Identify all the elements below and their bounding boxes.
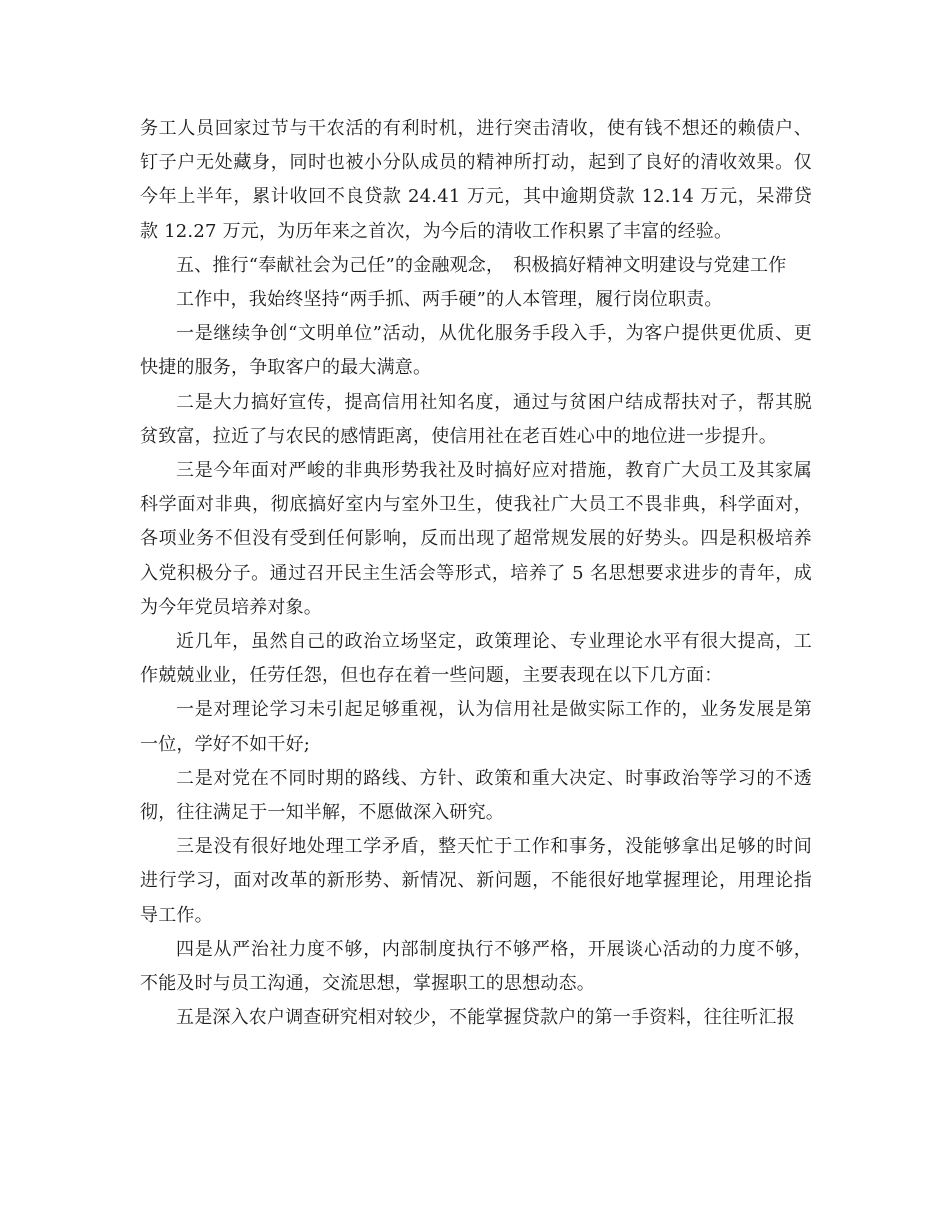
body-paragraph: 一是继续争创“文明单位”活动，从优化服务手段入手，为客户提供更优质、更快捷的服务，争取客户的最大满意。 bbox=[140, 323, 812, 379]
section-heading: 五、推行“奉献社会为己任”的金融观念， 积极搞好精神文明建设与党建工作 bbox=[176, 254, 787, 276]
body-paragraph: 五是深入农户调查研究相对较少，不能掌握贷款户的第一手资料，往往听汇报 bbox=[176, 1007, 795, 1029]
body-paragraph: 工作中，我始终坚持“两手抓、两手硬”的人本管理，履行岗位职责。 bbox=[176, 289, 723, 311]
body-paragraph: 务工人员回家过节与干农活的有利时机，进行突击清收，使有钱不想还的赖债户、钉子户无处藏身，同时也被小分队成员的精神所打动，起到了良好的清收效果。仅今年上半年，累计收回不良贷款 24.41 万元，其中逾期贷款 12.14 万元，呆滞贷款 12.27 万元，为历年来之首次，为今后的清收工作积累了丰富的经验。 bbox=[140, 118, 812, 242]
body-paragraph: 三是没有很好地处理工学矛盾，整天忙于工作和事务，没能够拿出足够的时间进行学习，面对改革的新形势、新情况、新问题，不能很好地掌握理论，用理论指导工作。 bbox=[140, 836, 812, 926]
body-paragraph: 近几年，虽然自己的政治立场坚定，政策理论、专业理论水平有很大提高，工作兢兢业业，任劳任怨，但也存在着一些问题，主要表现在以下几方面： bbox=[140, 631, 812, 687]
document-page bbox=[140, 112, 812, 1035]
body-paragraph: 三是今年面对严峻的非典形势我社及时搞好应对措施，教育广大员工及其家属科学面对非典，彻底搞好室内与室外卫生，使我社广大员工不畏非典，科学面对，各项业务不但没有受到任何影响，反而出现了超常规发展的好势头。四是积极培养入党积极分子。通过召开民主生活会等形式，培养了 5 名思想要求进步的青年，成为今年党员培养对象。 bbox=[140, 460, 812, 618]
body-paragraph: 二是大力搞好宣传，提高信用社知名度，通过与贫困户结成帮扶对子，帮其脱贫致富，拉近了与农民的感情距离，使信用社在老百姓心中的地位进一步提升。 bbox=[140, 391, 812, 447]
body-paragraph: 四是从严治社力度不够，内部制度执行不够严格，开展谈心活动的力度不够，不能及时与员工沟通，交流思想，掌握职工的思想动态。 bbox=[140, 938, 812, 995]
body-paragraph: 二是对党在不同时期的路线、方针、政策和重大决定、时事政治等学习的不透彻，往往满足于一知半解，不愿做深入研究。 bbox=[140, 767, 812, 824]
body-paragraph: 一是对理论学习未引起足够重视，认为信用社是做实际工作的，业务发展是第一位，学好不如干好; bbox=[140, 699, 812, 755]
